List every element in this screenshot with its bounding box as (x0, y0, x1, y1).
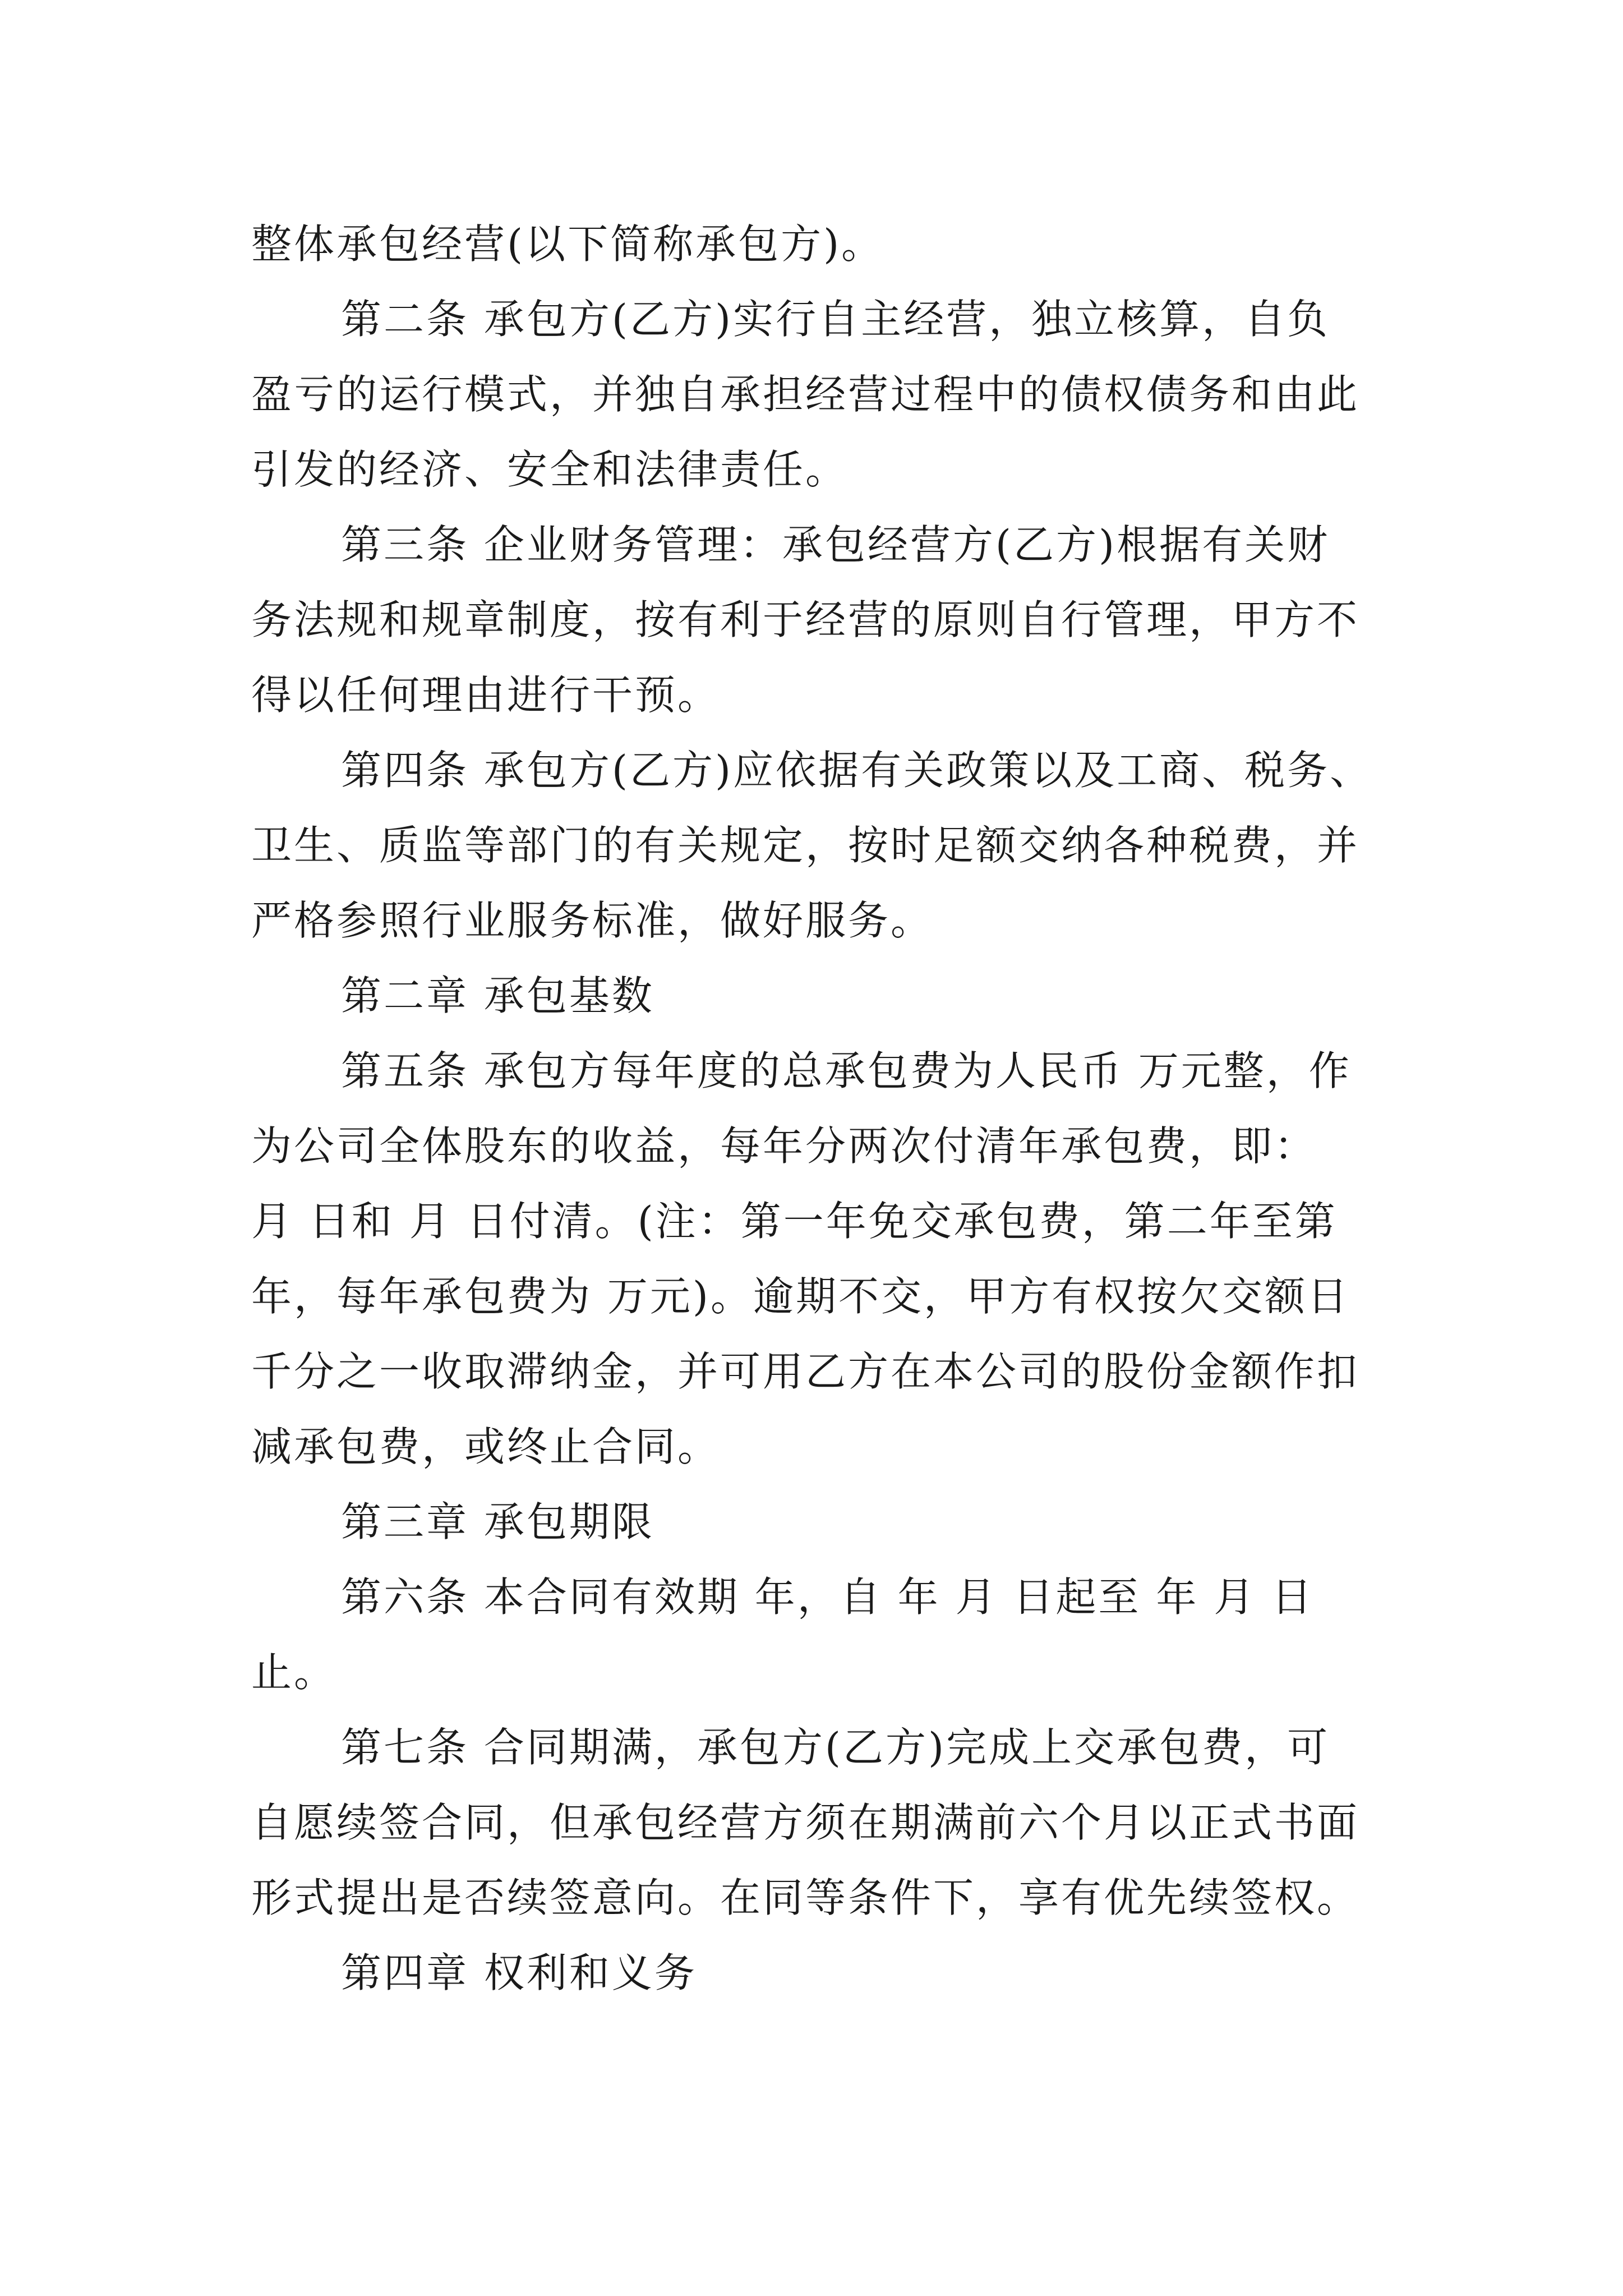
text-line: 整体承包经营(以下简称承包方)。 (251, 220, 884, 268)
text-line: 第二条 承包方(乙方)实行自主经营，独立核算，自负 (341, 296, 1330, 343)
text-line: 第四条 承包方(乙方)应依据有关政策以及工商、税务、 (341, 747, 1373, 794)
text-line: 得以任何理由进行干预。 (251, 671, 721, 719)
text-line: 第三条 企业财务管理：承包经营方(乙方)根据有关财 (341, 521, 1330, 568)
text-line: 为公司全体股东的收益，每年分两次付清年承包费，即： (251, 1122, 1317, 1170)
text-line: 千分之一收取滞纳金，并可用乙方在本公司的股份金额作扣 (251, 1348, 1360, 1395)
text-line: 第七条 合同期满，承包方(乙方)完成上交承包费，可 (341, 1724, 1330, 1771)
chapter-heading: 第四章 权利和义务 (341, 1949, 697, 1996)
text-line: 第五条 承包方每年度的总承包费为人民币 万元整，作 (341, 1047, 1352, 1094)
text-line: 引发的经济、安全和法律责任。 (251, 446, 849, 493)
text-line: 严格参照行业服务标准，做好服务。 (251, 897, 934, 944)
text-line: 卫生、质监等部门的有关规定，按时足额交纳各种税费，并 (251, 822, 1360, 869)
text-line: 第六条 本合同有效期 年，自 年 月 日起至 年 月 日 (341, 1573, 1315, 1621)
document-page (251, 206, 1401, 2010)
text-line: 自愿续签合同，但承包经营方须在期满前六个月以正式书面 (251, 1799, 1360, 1846)
text-line: 月 日和 月 日付清。(注：第一年免交承包费，第二年至第 (251, 1198, 1338, 1245)
text-line: 盈亏的运行模式，并独自承担经营过程中的债权债务和由此 (251, 371, 1360, 418)
chapter-heading: 第三章 承包期限 (341, 1498, 654, 1545)
text-line: 务法规和规章制度，按有利于经营的原则自行管理，甲方不 (251, 596, 1360, 643)
chapter-heading: 第二章 承包基数 (341, 972, 654, 1019)
text-line: 年，每年承包费为 万元)。逾期不交，甲方有权按欠交额日 (251, 1273, 1350, 1320)
text-line: 减承包费，或终止合同。 (251, 1423, 721, 1470)
text-line: 形式提出是否续签意向。在同等条件下，享有优先续签权。 (251, 1874, 1360, 1921)
text-line: 止。 (251, 1649, 337, 1696)
